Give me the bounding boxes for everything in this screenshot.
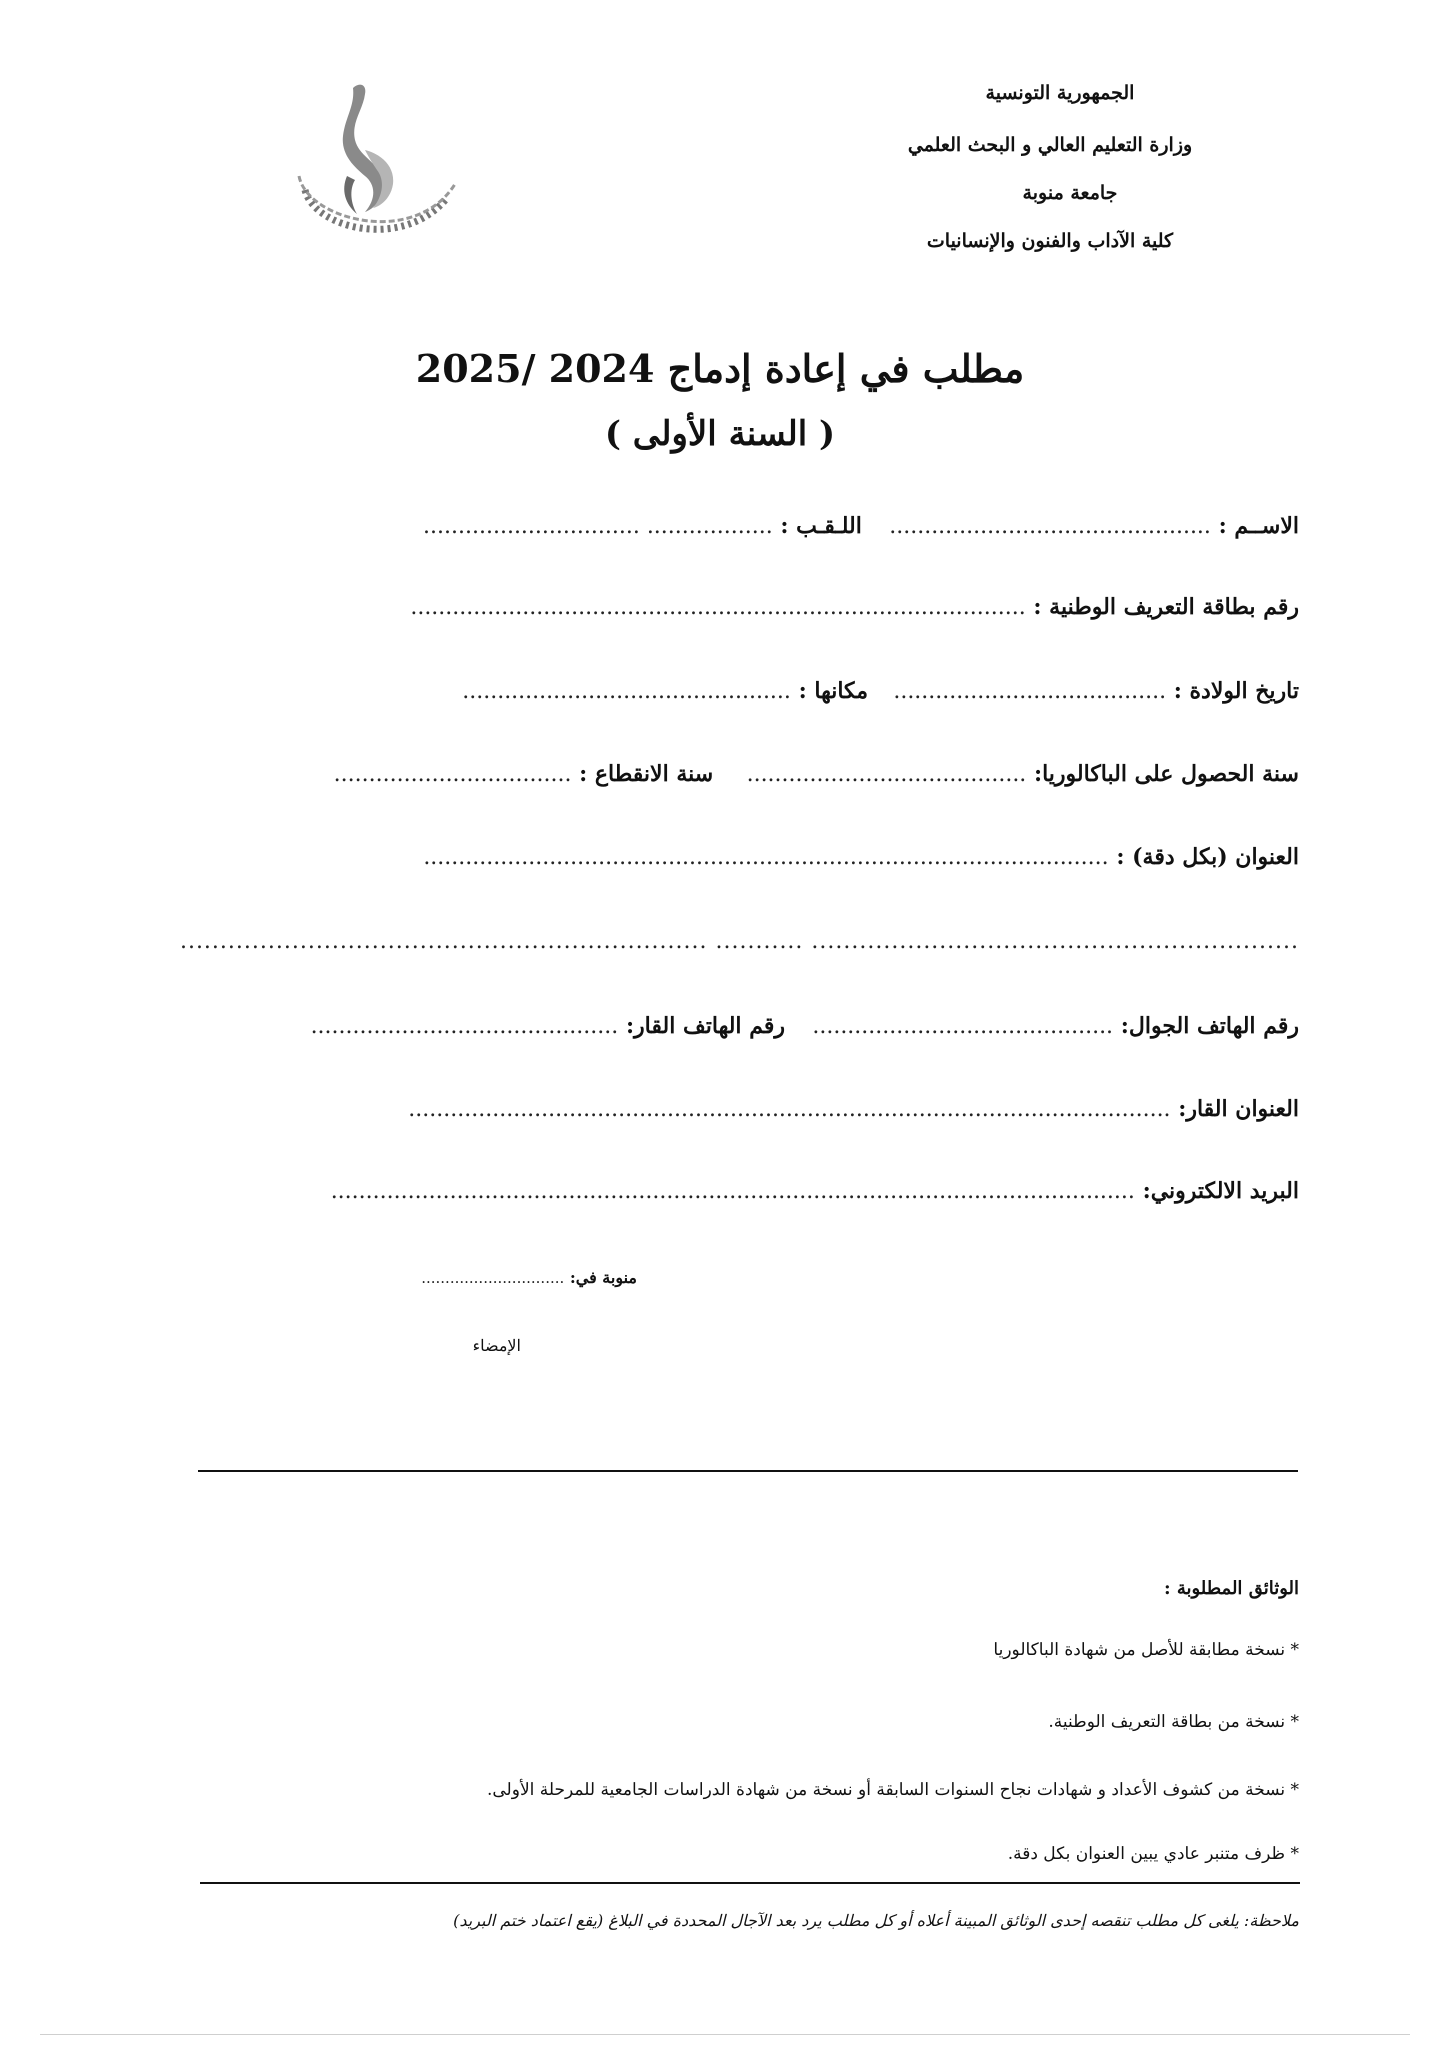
landline-label: رقم الهاتف القار:	[625, 1013, 785, 1039]
header-ministry: وزارة التعليم العالي و البحث العلمي	[907, 134, 1193, 156]
signature-date-field[interactable]: ..............................	[421, 1269, 565, 1287]
bac-year-field[interactable]: ........................................	[746, 762, 1027, 787]
form-title: مطلب في إعادة إدماج 2024 /2025	[415, 346, 1025, 391]
bac-row	[334, 761, 1299, 787]
surname-label: اللـقـب :	[780, 513, 862, 539]
document-item: * نسخة من كشوف الأعداد و شهادات نجاح السنوات السابقة أو نسخة من شهادة الدراسات الجامعية للمرحلة الأولى.	[486, 1780, 1299, 1800]
document-item: * ظرف متنبر عادي يبين العنوان بكل دقة.	[1007, 1844, 1299, 1864]
note-text: ملاحظة: يلغى كل مطلب تنقصه إحدى الوثائق المبينة أعلاه أو كل مطلب يرد بعد الآجال المحددة في البلاغ (يقع اعتماد ختم البريد)	[453, 1911, 1299, 1930]
address-row-2	[180, 928, 1299, 954]
header-republic: الجمهورية التونسية	[985, 82, 1135, 104]
name-label: الاســم :	[1218, 513, 1299, 539]
document-item: * نسخة من بطاقة التعريف الوطنية.	[1048, 1712, 1299, 1732]
birth-row	[462, 678, 1299, 704]
perm-address-label: العنوان القار:	[1178, 1096, 1299, 1122]
document-item: * نسخة مطابقة للأصل من شهادة الباكالوريا	[993, 1640, 1299, 1660]
name-field[interactable]: ..............................................	[889, 514, 1211, 539]
mobile-label: رقم الهاتف الجوال:	[1120, 1013, 1299, 1039]
cin-row	[410, 594, 1299, 620]
birth-place-label: مكانها :	[798, 678, 868, 704]
signature-place-row	[421, 1268, 637, 1287]
birth-date-field[interactable]: .......................................	[893, 679, 1167, 704]
bac-year-label: سنة الحصول على الباكالوريا:	[1033, 761, 1299, 787]
signature-place-label: منوبة في:	[569, 1268, 637, 1287]
email-label: البريد الالكتروني:	[1142, 1178, 1299, 1204]
cin-field[interactable]: ........................................................................................	[410, 595, 1026, 620]
mobile-field[interactable]: ...........................................	[812, 1014, 1114, 1039]
page-edge-line	[40, 2034, 1410, 2035]
surname-field[interactable]: .................. ...............................	[423, 514, 773, 539]
form-subtitle: ( السنة الأولى )	[604, 414, 836, 454]
cin-label: رقم بطاقة التعريف الوطنية :	[1033, 594, 1299, 620]
stop-year-field[interactable]: ..................................	[333, 762, 572, 787]
name-row	[423, 513, 1299, 539]
separator-line	[198, 1470, 1298, 1472]
landline-field[interactable]: ............................................	[310, 1014, 619, 1039]
stop-year-label: سنة الانقطاع :	[579, 761, 714, 787]
phone-row	[311, 1013, 1299, 1039]
address-row	[423, 844, 1299, 870]
address-field-2[interactable]: ............................................................. ........... ..................................................................	[179, 929, 1299, 954]
header-faculty: كلية الآداب والفنون والإنسانيات	[926, 230, 1174, 252]
signature-label: الإمضاء	[472, 1336, 521, 1355]
documents-heading: الوثائق المطلوبة :	[1163, 1578, 1299, 1599]
email-field[interactable]: ...................................................................................................................	[330, 1179, 1135, 1204]
perm-address-field[interactable]: .............................................................................................................	[408, 1097, 1171, 1122]
address-label: العنوان (بكل دقة) :	[1116, 844, 1299, 870]
perm-address-row	[408, 1096, 1299, 1122]
birth-place-field[interactable]: ...............................................	[462, 679, 791, 704]
birth-date-label: تاريخ الولادة :	[1173, 678, 1299, 704]
address-field[interactable]: ..................................................................................................	[423, 845, 1109, 870]
faculty-logo-emblem	[285, 80, 465, 250]
email-row	[331, 1178, 1299, 1204]
header-university: جامعة منوبة	[1022, 182, 1118, 204]
separator-line-lower	[200, 1882, 1300, 1884]
